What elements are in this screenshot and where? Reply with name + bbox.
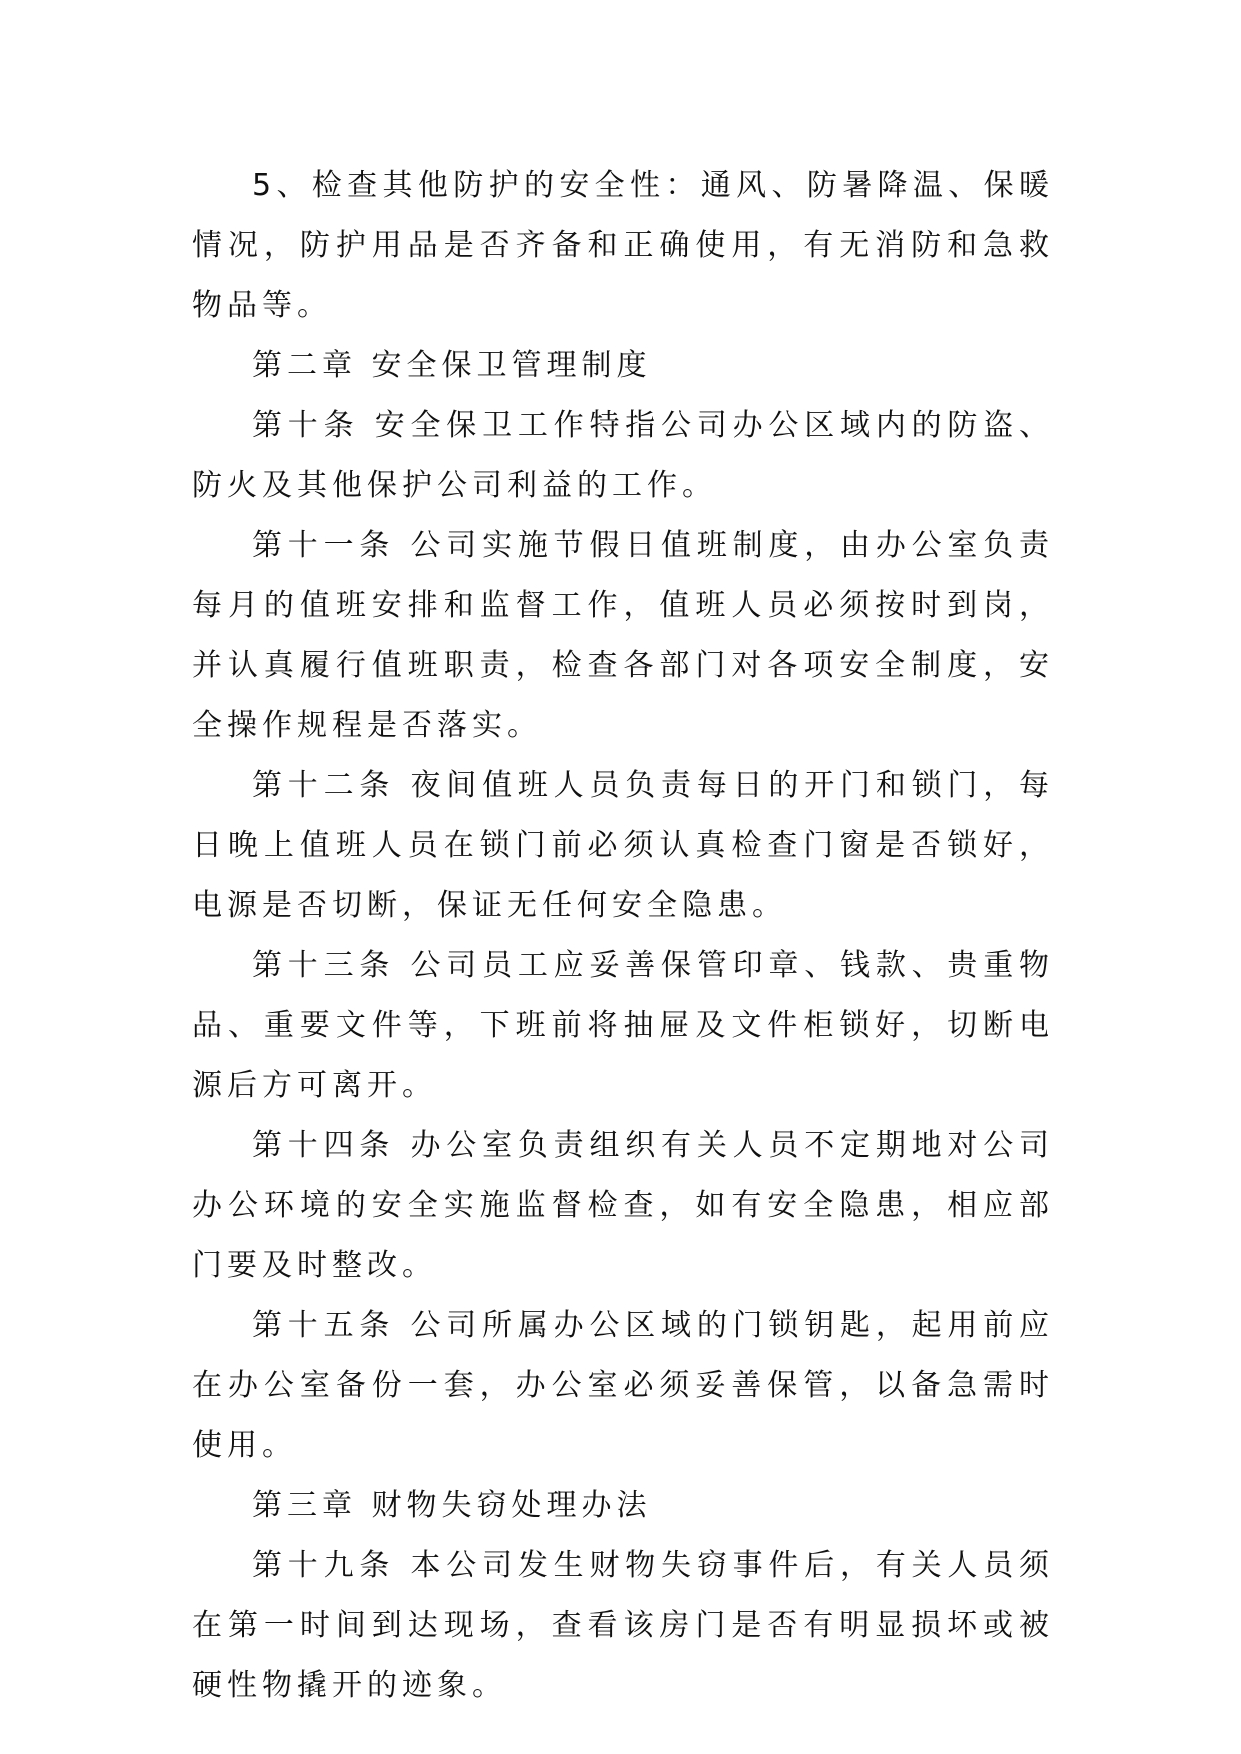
article-11: 第十一条 公司实施节假日值班制度，由办公室负责每月的值班安排和监督工作，值班人员必须按时到岗，并认真履行值班职责，检查各部门对各项安全制度，安全操作规程是否落实。 — [192, 528, 1054, 743]
article-19: 第十九条 本公司发生财物失窃事件后，有关人员须在第一时间到达现场，查看该房门是否有明显损坏或被硬性物撬开的迹象。 — [192, 1548, 1054, 1703]
chapter-three-heading: 第三章 财物失窃处理办法 — [252, 1488, 652, 1523]
article-15: 第十五条 公司所属办公区域的门锁钥匙，起用前应在办公室备份一套，办公室必须妥善保管，以备急需时使用。 — [192, 1308, 1054, 1463]
article-12: 第十二条 夜间值班人员负责每日的开门和锁门，每日晚上值班人员在锁门前必须认真检查门窗是否锁好，电源是否切断，保证无任何安全隐患。 — [192, 768, 1054, 923]
article-13: 第十三条 公司员工应妥善保管印章、钱款、贵重物品、重要文件等，下班前将抽屉及文件柜锁好，切断电源后方可离开。 — [192, 948, 1054, 1103]
paragraph-item-5: 5、检查其他防护的安全性：通风、防暑降温、保暖情况，防护用品是否齐备和正确使用，有无消防和急救物品等。 — [192, 168, 1054, 323]
document-body — [192, 156, 1054, 1716]
article-10: 第十条 安全保卫工作特指公司办公区域内的防盗、防火及其他保护公司利益的工作。 — [192, 408, 1054, 503]
chapter-two-heading: 第二章 安全保卫管理制度 — [252, 348, 652, 383]
article-14: 第十四条 办公室负责组织有关人员不定期地对公司办公环境的安全实施监督检查，如有安全隐患，相应部门要及时整改。 — [192, 1128, 1054, 1283]
